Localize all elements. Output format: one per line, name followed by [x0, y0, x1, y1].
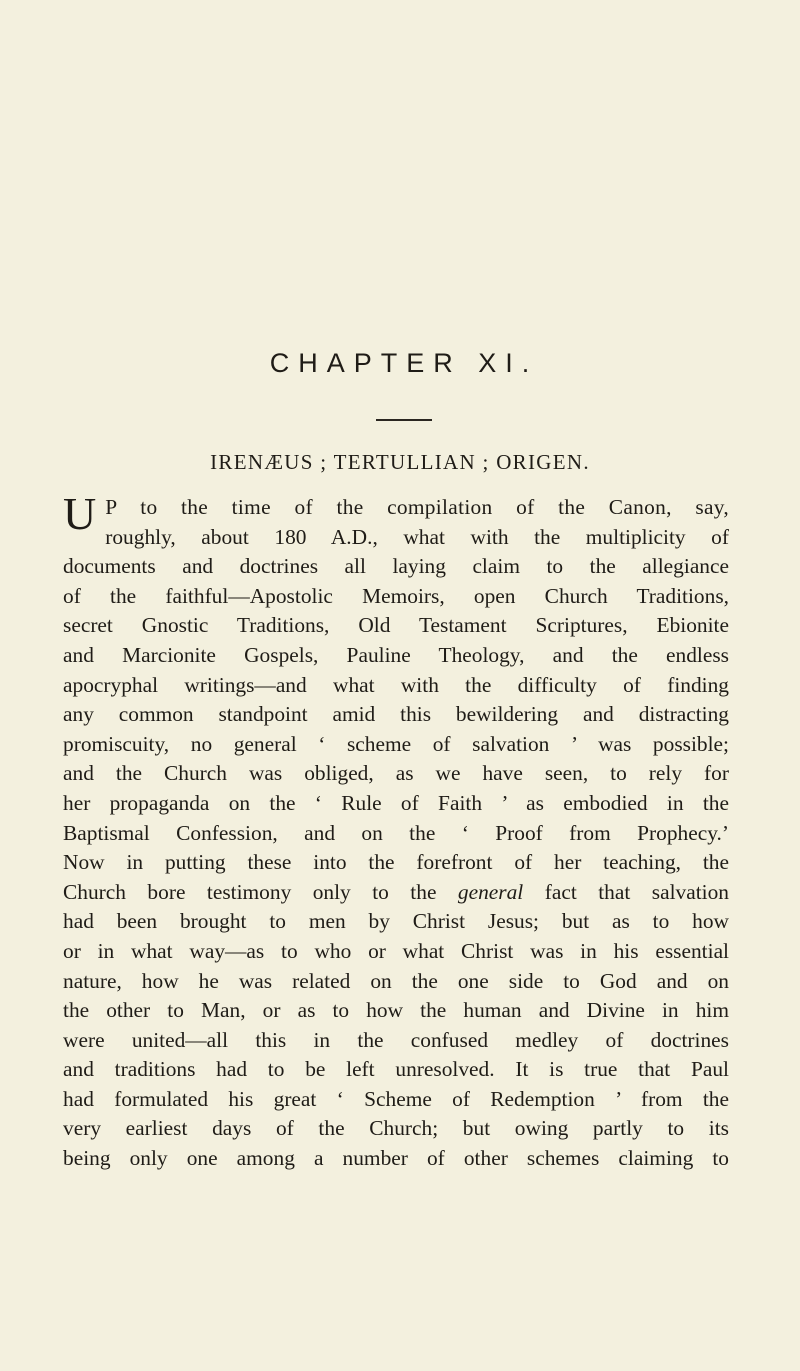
emphasized-word: general [457, 879, 524, 904]
text-line: any common standpoint amid this bewildering and distracting [63, 702, 729, 727]
text-line: and the Church was obliged, as we have seen, to rely for [63, 761, 729, 786]
text-line: had been brought to men by Christ Jesus; but as to how [63, 909, 729, 934]
text-line: promiscuity, no general ‘ scheme of salvation ’ was possible; [63, 731, 729, 756]
text-line: the other to Man, or as to how the human and Divine in him [63, 998, 729, 1023]
text-line: her propaganda on the ‘ Rule of Faith ’ as embodied in the [63, 790, 729, 815]
text-line: nature, how he was related on the one side to God and on [63, 968, 729, 993]
text-line: P to the time of the compilation of the Canon, say, [105, 495, 729, 519]
text-line: secret Gnostic Traditions, Old Testament Scriptures, Ebionite [63, 613, 729, 638]
drop-cap: U [63, 488, 98, 539]
text-line: of the faithful—Apostolic Memoirs, open Church Traditions, [63, 583, 729, 608]
text-line: roughly, about 180 A.D., what with the multiplicity of [105, 524, 729, 549]
text-line: or in what way—as to who or what Christ was in his essential [63, 938, 729, 963]
text-line: very earliest days of the Church; but owing partly to its [63, 1116, 729, 1141]
body-text [63, 488, 729, 1174]
section-title: IRENÆUS ; TERTULLIAN ; ORIGEN. [210, 450, 590, 474]
text-line: and Marcionite Gospels, Pauline Theology, and the endless [63, 642, 729, 667]
text-line-with-emphasis: Church bore testimony only to the general fact that salvation [63, 879, 729, 904]
text-line: and traditions had to be left unresolved. It is true that Paul [63, 1057, 729, 1082]
chapter-heading: CHAPTER XI. [269, 348, 539, 378]
text-line: apocryphal writings—and what with the difficulty of finding [63, 672, 729, 697]
text-line: documents and doctrines all laying claim to the allegiance [63, 554, 729, 579]
text-line: had formulated his great ‘ Scheme of Redemption ’ from the [63, 1086, 729, 1111]
text-line: were united—all this in the confused medley of doctrines [63, 1027, 729, 1052]
text-line: being only one among a number of other schemes claiming to [63, 1146, 729, 1171]
text-line: Now in putting these into the forefront of her teaching, the [63, 850, 729, 875]
heading-divider [376, 419, 432, 421]
text-line: Baptismal Confession, and on the ‘ Proof from Prophecy.’ [63, 820, 729, 845]
